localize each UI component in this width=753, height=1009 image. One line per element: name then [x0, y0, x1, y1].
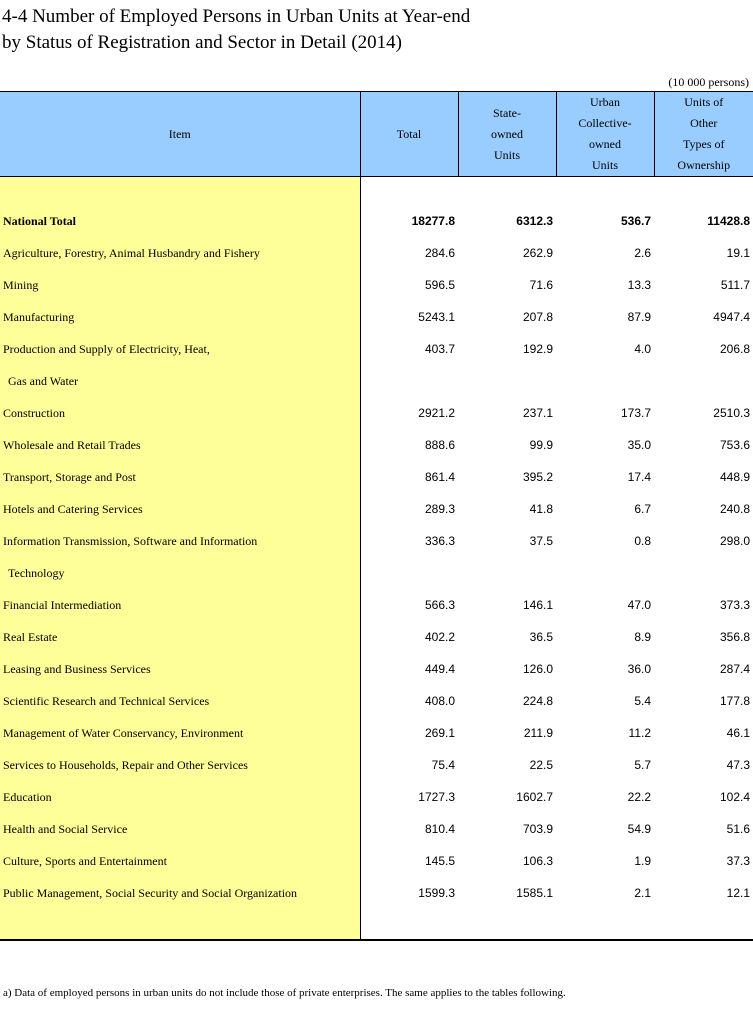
row-state-owned: 22.5	[529, 758, 553, 772]
row-other-types: 102.4	[719, 790, 750, 804]
row-total: 145.5	[424, 854, 455, 868]
row-state-owned: 37.5	[529, 534, 553, 548]
row-total: 284.6	[424, 246, 455, 260]
row-collective: 8.9	[634, 630, 651, 644]
table-row	[0, 653, 753, 685]
row-item: Services to Households, Repair and Other Services	[0, 749, 360, 781]
table-row	[0, 845, 753, 877]
table-row	[0, 237, 753, 269]
table-row	[0, 301, 753, 333]
row-item: Scientific Research and Technical Services	[0, 685, 360, 717]
row-total: 402.2	[424, 630, 455, 644]
row-state-owned: 237.1	[522, 406, 553, 420]
footnote: a) Data of employed persons in urban units do not include those of private enterprises. The same applies to the tables following.	[3, 987, 566, 999]
title-line-1: 4-4 Number of Employed Persons in Urban Units at Year-end	[2, 6, 471, 27]
row-item: Real Estate	[0, 621, 360, 653]
row-item: Education	[0, 781, 360, 813]
row-total: 1727.3	[418, 790, 455, 804]
row-item: National Total	[0, 205, 360, 237]
row-other-types: 511.7	[720, 278, 750, 292]
table-row	[0, 781, 753, 813]
row-collective: 2.6	[634, 246, 651, 260]
row-total: 2921.2	[418, 406, 455, 420]
row-state-owned: 192.9	[522, 342, 553, 356]
table-row	[0, 749, 753, 781]
spacer-row	[0, 177, 753, 206]
row-total: 75.4	[431, 758, 455, 772]
row-item: Agriculture, Forestry, Animal Husbandry and Fishery	[0, 237, 360, 269]
row-other-types: 51.6	[726, 822, 750, 836]
header-collective-line: Urban	[590, 95, 620, 109]
header-other-line: Units of	[684, 95, 724, 109]
header-collective-line: Collective-	[578, 116, 632, 130]
row-state-owned: 1585.1	[516, 886, 553, 900]
header-other-line: Other	[690, 116, 718, 130]
row-item: Hotels and Catering Services	[0, 493, 360, 525]
table-row	[0, 717, 753, 749]
row-state-owned: 1602.7	[516, 790, 553, 804]
row-collective: 173.7	[620, 406, 651, 420]
header-collective-line: Units	[591, 158, 618, 172]
row-other-types: 37.3	[726, 854, 750, 868]
spacer-row	[0, 909, 753, 940]
unit-label: (10 000 persons)	[668, 75, 749, 89]
row-item-continuation: Gas and Water	[0, 365, 360, 397]
row-other-types: 240.8	[719, 502, 750, 516]
row-total: 566.3	[424, 598, 455, 612]
row-other-types: 373.3	[719, 598, 750, 612]
row-other-types: 287.4	[719, 662, 750, 676]
row-total: 336.3	[424, 534, 455, 548]
row-collective: 4.0	[634, 342, 651, 356]
row-item: Management of Water Conservancy, Environment	[0, 717, 360, 749]
title-line-2: by Status of Registration and Sector in Detail (2014)	[2, 32, 402, 53]
row-other-types: 11428.8	[707, 214, 750, 228]
row-other-types: 4947.4	[713, 310, 750, 324]
header-state-line: State-	[493, 105, 521, 120]
row-collective: 1.9	[634, 854, 651, 868]
header-state-line: Units	[493, 147, 520, 162]
row-collective: 0.8	[634, 534, 651, 548]
row-item: Health and Social Service	[0, 813, 360, 845]
row-other-types: 2510.3	[713, 406, 750, 420]
table-row	[0, 589, 753, 621]
row-collective: 22.2	[627, 790, 651, 804]
row-other-types: 47.3	[726, 758, 750, 772]
table-row	[0, 877, 753, 909]
table-row	[0, 685, 753, 717]
row-other-types: 356.8	[719, 630, 750, 644]
row-state-owned: 6312.3	[516, 214, 553, 228]
row-collective: 17.4	[627, 470, 651, 484]
header-collective-line: owned	[589, 137, 621, 151]
header-state-line: owned	[491, 126, 523, 141]
row-item: Public Management, Social Security and Social Organization	[0, 877, 360, 909]
row-total: 810.4	[424, 822, 455, 836]
row-total: 403.7	[424, 342, 455, 356]
row-other-types: 12.1	[726, 886, 750, 900]
header-row	[0, 92, 753, 177]
row-collective: 36.0	[627, 662, 651, 676]
row-state-owned: 126.0	[522, 662, 553, 676]
row-item: Leasing and Business Services	[0, 653, 360, 685]
row-total: 1599.3	[418, 886, 455, 900]
row-state-owned: 146.1	[522, 598, 553, 612]
row-other-types: 46.1	[726, 726, 750, 740]
page-title	[2, 4, 470, 56]
row-item: Production and Supply of Electricity, Heat,	[0, 333, 360, 365]
row-state-owned: 99.9	[529, 438, 553, 452]
row-total: 5243.1	[418, 310, 455, 324]
row-item: Financial Intermediation	[0, 589, 360, 621]
row-total: 408.0	[424, 694, 455, 708]
header-state-owned	[458, 92, 556, 177]
row-state-owned: 262.9	[522, 246, 553, 260]
row-state-owned: 224.8	[522, 694, 553, 708]
header-other-line: Ownership	[677, 158, 731, 172]
employment-table	[0, 91, 753, 941]
header-item: Item	[0, 92, 360, 177]
row-collective: 6.7	[634, 502, 651, 516]
row-state-owned: 106.3	[522, 854, 553, 868]
row-item-continuation: Technology	[0, 557, 360, 589]
row-collective: 87.9	[627, 310, 651, 324]
row-state-owned: 703.9	[522, 822, 553, 836]
row-other-types: 206.8	[719, 342, 750, 356]
row-state-owned: 41.8	[529, 502, 553, 516]
row-other-types: 19.1	[726, 246, 750, 260]
table-row	[0, 525, 753, 557]
row-item: Information Transmission, Software and Information	[0, 525, 360, 557]
header-collective	[556, 92, 654, 177]
table-row	[0, 333, 753, 365]
row-total: 888.6	[424, 438, 455, 452]
header-total: Total	[360, 92, 458, 177]
table-row	[0, 397, 753, 429]
row-total: 596.5	[424, 278, 455, 292]
table-row	[0, 429, 753, 461]
row-other-types: 448.9	[719, 470, 750, 484]
row-other-types: 298.0	[719, 534, 750, 548]
table-row	[0, 205, 753, 237]
row-total: 289.3	[424, 502, 455, 516]
row-collective: 536.7	[620, 214, 651, 228]
row-total: 269.1	[424, 726, 455, 740]
row-state-owned: 71.6	[529, 278, 553, 292]
row-item: Mining	[0, 269, 360, 301]
table-row	[0, 621, 753, 653]
header-other-line: Types of	[683, 137, 725, 151]
row-collective: 47.0	[627, 598, 651, 612]
row-collective: 13.3	[627, 278, 651, 292]
row-item: Transport, Storage and Post	[0, 461, 360, 493]
row-total: 861.4	[424, 470, 455, 484]
row-collective: 11.2	[628, 726, 651, 740]
row-item: Manufacturing	[0, 301, 360, 333]
row-collective: 5.7	[634, 758, 651, 772]
row-state-owned: 395.2	[522, 470, 553, 484]
table-row-continuation	[0, 365, 753, 397]
row-total: 449.4	[424, 662, 455, 676]
row-item: Construction	[0, 397, 360, 429]
row-item: Culture, Sports and Entertainment	[0, 845, 360, 877]
row-item: Wholesale and Retail Trades	[0, 429, 360, 461]
row-total: 18277.8	[411, 214, 455, 228]
row-collective: 35.0	[627, 438, 651, 452]
row-collective: 54.9	[627, 822, 651, 836]
row-collective: 5.4	[634, 694, 651, 708]
row-collective: 2.1	[634, 886, 651, 900]
table-row	[0, 813, 753, 845]
row-state-owned: 207.8	[522, 310, 553, 324]
table-row	[0, 461, 753, 493]
table-row-continuation	[0, 557, 753, 589]
row-other-types: 753.6	[719, 438, 750, 452]
row-other-types: 177.8	[719, 694, 750, 708]
row-state-owned: 211.9	[523, 726, 553, 740]
table-row	[0, 493, 753, 525]
header-other-types	[654, 92, 753, 177]
row-state-owned: 36.5	[529, 630, 553, 644]
table-row	[0, 269, 753, 301]
